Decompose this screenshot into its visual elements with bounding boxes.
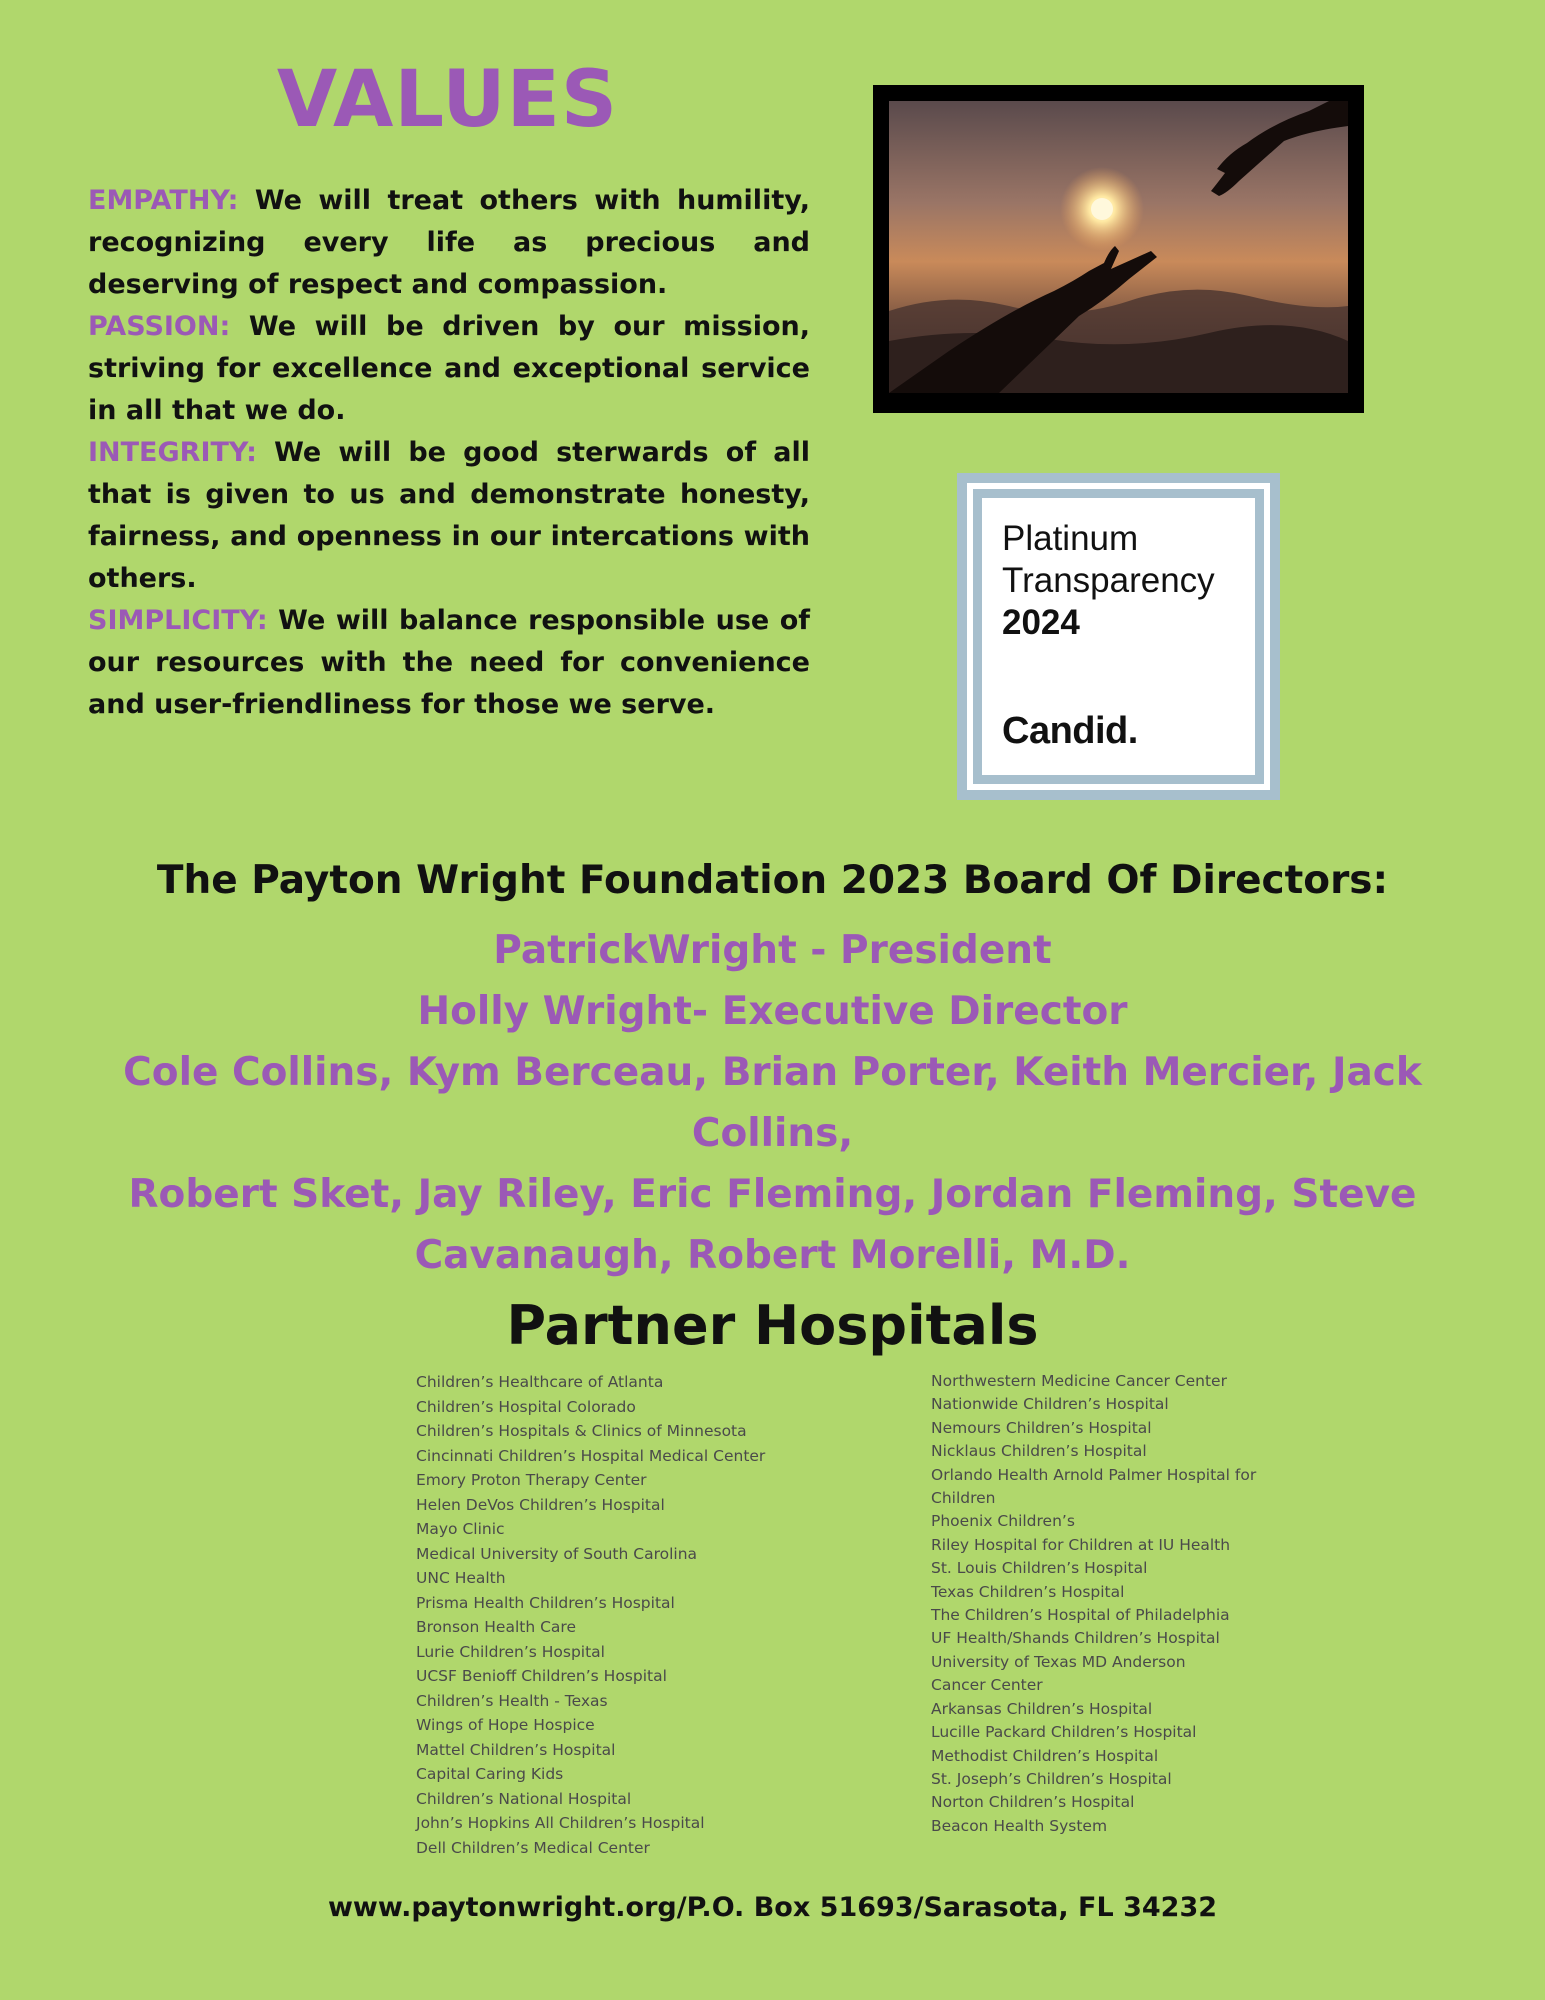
list-item: Nicklaus Children’s Hospital bbox=[931, 1442, 1147, 1461]
value-text: We will treat others with humility, recognizing every life as precious and deserving of respect and compassion. bbox=[88, 185, 810, 300]
value-key: INTEGRITY: bbox=[88, 437, 257, 468]
value-key: EMPATHY: bbox=[88, 185, 239, 216]
list-item: Methodist Children’s Hospital bbox=[931, 1746, 1159, 1765]
list-item: St. Joseph’s Children’s Hospital bbox=[931, 1769, 1172, 1788]
list-item: Dell Children’s Medical Center bbox=[416, 1838, 650, 1857]
partner-list-left bbox=[416, 1370, 836, 1860]
list-item: Bronson Health Care bbox=[416, 1618, 576, 1636]
badge-year: 2024 bbox=[1002, 603, 1080, 642]
list-item: Beacon Health System bbox=[931, 1816, 1108, 1835]
list-item: Capital Caring Kids bbox=[416, 1765, 564, 1783]
list-item: Riley Hospital for Children at IU Health bbox=[931, 1535, 1231, 1554]
value-text: We will be good sterwards of all that is given to us and demonstrate honesty, fairness, and openness in our intercations with others. bbox=[88, 437, 810, 594]
value-key: PASSION: bbox=[88, 311, 231, 342]
list-item: Children’s National Hospital bbox=[416, 1789, 632, 1808]
value-key: SIMPLICITY: bbox=[88, 605, 268, 636]
list-item: Emory Proton Therapy Center bbox=[416, 1471, 647, 1489]
list-item: UNC Health bbox=[416, 1569, 506, 1587]
board-title: The Payton Wright Foundation 2023 Board Of Directors: bbox=[156, 858, 1389, 903]
badge-line-2: Transparency bbox=[1002, 561, 1215, 600]
list-item: Nationwide Children’s Hospital bbox=[931, 1395, 1169, 1414]
partners-title: Partner Hospitals bbox=[506, 1294, 1039, 1357]
list-item: Medical University of South Carolina bbox=[416, 1544, 698, 1563]
list-item: University of Texas MD Anderson bbox=[931, 1652, 1186, 1671]
footer-contact: www.paytonwright.org/P.O. Box 51693/Sarasota, FL 34232 bbox=[327, 1892, 1218, 1923]
board-line: Holly Wright- Executive Director bbox=[417, 989, 1128, 1034]
list-item: Children’s Hospital Colorado bbox=[416, 1397, 636, 1416]
list-item: Orlando Health Arnold Palmer Hospital for bbox=[931, 1465, 1257, 1484]
list-item: The Children’s Hospital of Philadelphia bbox=[931, 1606, 1230, 1625]
list-item: UF Health/Shands Children’s Hospital bbox=[931, 1629, 1220, 1648]
list-item: Children’s Healthcare of Atlanta bbox=[416, 1373, 664, 1391]
photo-frame bbox=[873, 85, 1364, 413]
list-item: Mattel Children’s Hospital bbox=[416, 1740, 616, 1759]
value-text: We will be driven by our mission, striving for excellence and exceptional service in all that we do. bbox=[88, 311, 810, 426]
badge-line-1: Platinum bbox=[1002, 519, 1139, 558]
value-integrity bbox=[88, 432, 810, 600]
list-item: Phoenix Children’s bbox=[931, 1512, 1075, 1531]
hands-sunset-photo bbox=[889, 101, 1348, 393]
list-item: Prisma Health Children’s Hospital bbox=[416, 1593, 675, 1612]
hands-sunset-illustration bbox=[889, 101, 1348, 393]
value-text: We will balance responsible use of our resources with the need for convenience and user-friendliness for those we serve. bbox=[88, 605, 810, 720]
values-list bbox=[88, 180, 810, 726]
list-item: Wings of Hope Hospice bbox=[416, 1716, 595, 1734]
list-item: Cancer Center bbox=[931, 1676, 1043, 1695]
board-line: Cavanaugh, Robert Morelli, M.D. bbox=[414, 1233, 1131, 1278]
list-item: Mayo Clinic bbox=[416, 1520, 505, 1538]
list-item: Norton Children’s Hospital bbox=[931, 1793, 1135, 1812]
list-item: Lucille Packard Children’s Hospital bbox=[931, 1723, 1197, 1742]
list-item: John’s Hopkins All Children’s Hospital bbox=[416, 1814, 705, 1832]
badge-brand: Candid. bbox=[1002, 710, 1138, 752]
list-item: Children’s Hospitals & Clinics of Minnesota bbox=[416, 1422, 747, 1440]
board-line: Robert Sket, Jay Riley, Eric Fleming, Jordan Fleming, Steve bbox=[128, 1172, 1417, 1217]
list-item: Arkansas Children’s Hospital bbox=[931, 1699, 1153, 1718]
list-item: Children’s Health - Texas bbox=[416, 1691, 608, 1710]
list-item: St. Louis Children’s Hospital bbox=[931, 1559, 1148, 1578]
board-line: Cole Collins, Kym Berceau, Brian Porter, Keith Mercier, Jack Collins, bbox=[123, 1050, 1422, 1156]
partner-list-right bbox=[931, 1370, 1271, 1838]
list-item: Lurie Children’s Hospital bbox=[416, 1642, 605, 1661]
list-item: Cincinnati Children’s Hospital Medical Center bbox=[416, 1446, 766, 1465]
list-item: UCSF Benioff Children’s Hospital bbox=[416, 1667, 667, 1685]
list-item: Nemours Children’s Hospital bbox=[931, 1418, 1152, 1437]
value-empathy bbox=[88, 180, 810, 306]
list-item: Helen DeVos Children’s Hospital bbox=[416, 1495, 665, 1514]
value-simplicity bbox=[88, 600, 810, 726]
list-item: Children bbox=[931, 1489, 996, 1508]
board-line: PatrickWright - President bbox=[493, 928, 1052, 973]
list-item: Northwestern Medicine Cancer Center bbox=[931, 1372, 1227, 1390]
list-item: Texas Children’s Hospital bbox=[931, 1582, 1125, 1601]
value-passion bbox=[88, 306, 810, 432]
board-list bbox=[40, 920, 1505, 1286]
candid-transparency-badge bbox=[957, 473, 1280, 800]
values-title: VALUES bbox=[276, 55, 619, 145]
